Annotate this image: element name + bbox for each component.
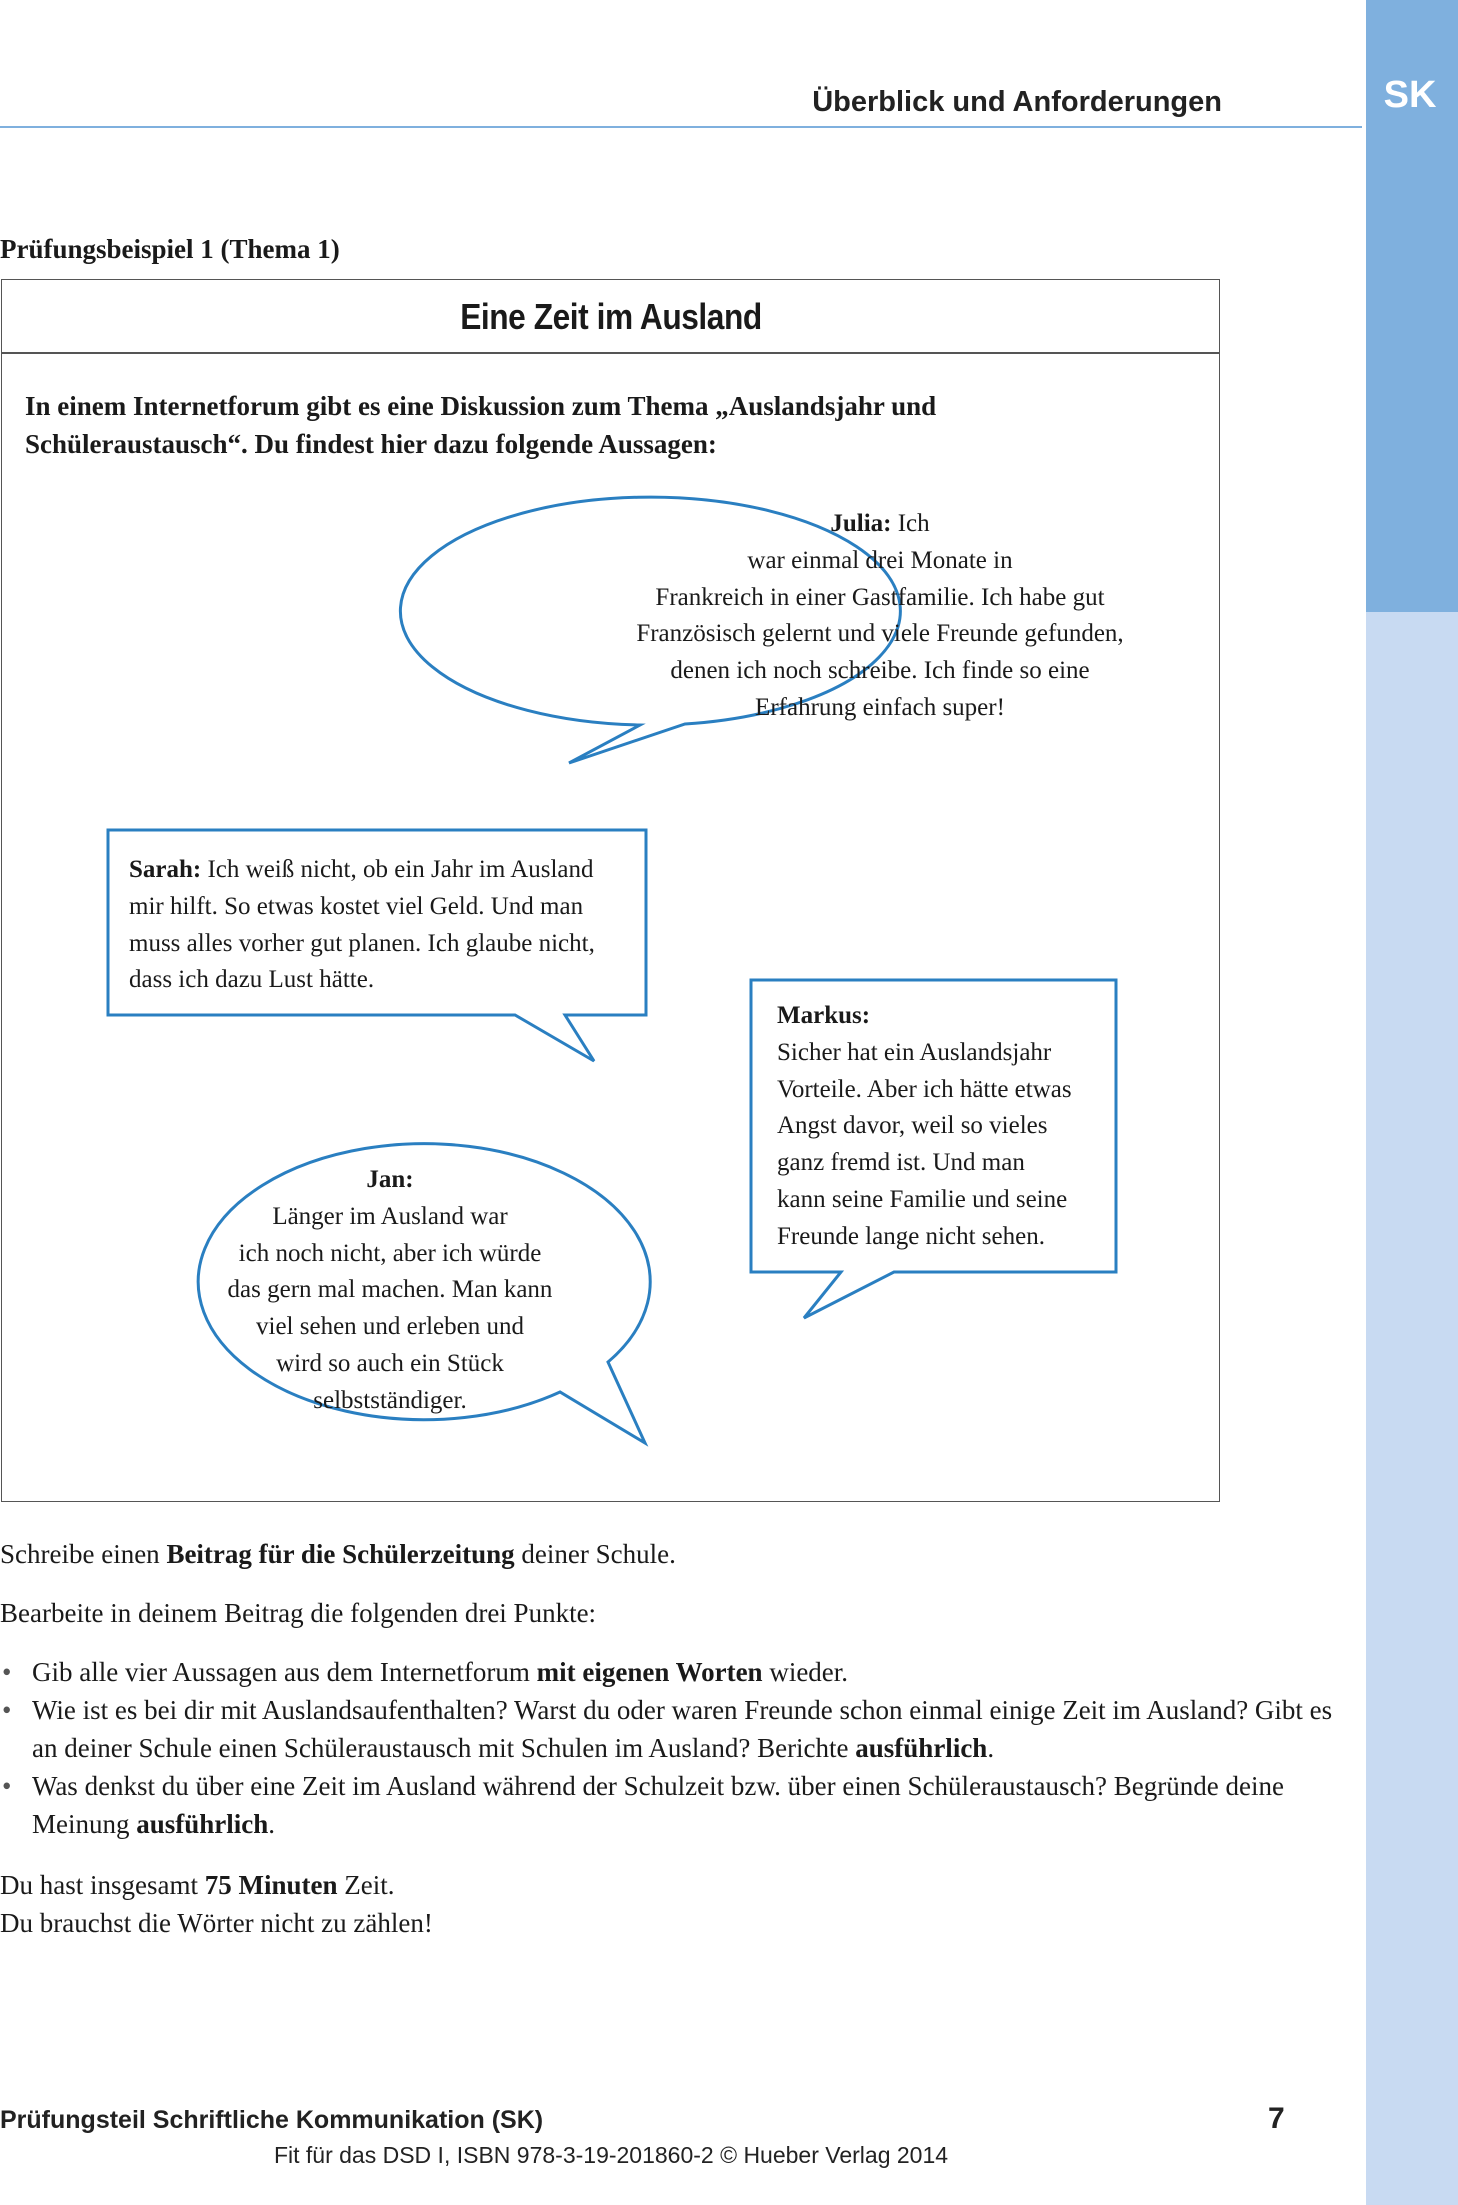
instruction-points-intro: Bearbeite in deinem Beitrag die folgenden drei Punkte:	[0, 1598, 597, 1628]
bubble-line: Angst davor, weil so vieles	[777, 1112, 1048, 1140]
speaker-name-julia: Julia:	[830, 510, 892, 537]
bubble-line: mir hilft. So etwas kostet viel Geld. Und man	[129, 892, 584, 920]
footer-isbn: Fit für das DSD I, ISBN 978-3-19-201860-2 © Hueber Verlag 2014	[273, 2142, 949, 2168]
task-intro-line: Schüleraustausch“. Du findest hier dazu folgende Aussagen:	[25, 429, 717, 459]
footer-section-title: Prüfungsteil Schriftliche Kommunikation (SK)	[0, 2106, 544, 2134]
instruction-text: deiner Schule.	[514, 1539, 676, 1569]
bubble-line: Ich weiß nicht, ob ein Jahr im Ausland	[207, 856, 594, 883]
bubble-line: Ich	[897, 510, 930, 537]
bubble-line: Erfahrung einfach super!	[755, 693, 1005, 721]
speaker-name-markus: Markus:	[777, 1002, 871, 1029]
bubble-line: Sicher hat ein Auslandsjahr	[777, 1038, 1052, 1066]
instruction-writing-task	[0, 1535, 1340, 1573]
bubble-line: kann seine Familie und seine	[777, 1185, 1068, 1213]
point-text: wieder.	[762, 1657, 849, 1687]
bubble-line: Französisch gelernt und viele Freunde gefunden,	[636, 620, 1124, 648]
closing-text: Zeit.	[337, 1870, 395, 1900]
point-text: Was denkst du über eine Zeit im Ausland während der Schulzeit bzw. über einen Schüleraustausch? Begründe deine Meinung	[32, 1771, 1284, 1839]
bubble-line: Vorteile. Aber ich hätte etwas	[777, 1075, 1072, 1103]
bubble-line: viel sehen und erleben und	[256, 1313, 524, 1341]
bubble-line: ganz fremd ist. Und man	[777, 1149, 1025, 1177]
list-item	[0, 1767, 1340, 1843]
bubble-line: denen ich noch schreibe. Ich finde so eine	[670, 657, 1090, 685]
section-tab-label: SK	[1383, 74, 1437, 116]
bubble-line: dass ich dazu Lust hätte.	[129, 966, 375, 994]
sarah-statement	[129, 852, 649, 999]
closing-text: Du hast insgesamt	[0, 1870, 205, 1900]
instruction-text: Schreibe einen	[0, 1539, 167, 1569]
jan-statement	[190, 1162, 590, 1420]
bubble-line: war einmal drei Monate in	[747, 546, 1013, 574]
time-limit-note	[0, 1866, 1340, 1904]
speaker-name-jan: Jan:	[366, 1166, 414, 1193]
bubble-line: wird so auch ein Stück	[276, 1349, 504, 1377]
bubble-line: das gern mal machen. Man kann	[227, 1276, 553, 1304]
point-text: Gib alle vier Aussagen aus dem Internetforum	[32, 1657, 537, 1687]
example-label: Prüfungsbeispiel 1 (Thema 1)	[0, 234, 340, 264]
point-text: .	[268, 1809, 276, 1839]
bubble-line: selbstständiger.	[313, 1386, 467, 1414]
point-text: .	[987, 1733, 995, 1763]
list-item	[0, 1691, 1340, 1767]
list-item	[0, 1653, 1340, 1691]
task-points-list	[0, 1653, 1340, 1843]
bubble-line: ich noch nicht, aber ich würde	[238, 1239, 542, 1267]
word-count-note: Du brauchst die Wörter nicht zu zählen!	[0, 1908, 433, 1938]
task-title: Eine Zeit im Ausland	[460, 296, 762, 337]
speaker-name-sarah: Sarah:	[129, 856, 202, 883]
bubble-line: muss alles vorher gut planen. Ich glaube nicht,	[129, 929, 595, 957]
point-emphasis: mit eigenen Worten	[536, 1657, 763, 1687]
bubble-line: Länger im Ausland war	[272, 1202, 508, 1230]
markus-statement	[777, 998, 1107, 1256]
bubble-line: Frankreich in einer Gastfamilie. Ich habe gut	[655, 583, 1105, 611]
page-header-title: Überblick und Anforderungen	[812, 86, 1222, 118]
bubble-line: Freunde lange nicht sehen.	[777, 1222, 1045, 1250]
time-limit-value: 75 Minuten	[204, 1870, 338, 1900]
page-number: 7	[1268, 2102, 1285, 2135]
instruction-emphasis: Beitrag für die Schülerzeitung	[166, 1539, 515, 1569]
point-emphasis: ausführlich	[136, 1809, 269, 1839]
point-emphasis: ausführlich	[855, 1733, 988, 1763]
point-text: Wie ist es bei dir mit Auslandsaufenthalten? Warst du oder waren Freunde schon einmal einige Zeit im Ausland? Gibt es an deiner Schule einen Schüleraustausch mit Schulen im Ausland? Berichte	[32, 1695, 1333, 1763]
julia-statement	[590, 506, 1170, 727]
task-intro-line: In einem Internetforum gibt es eine Diskussion zum Thema „Auslandsjahr und	[25, 391, 937, 421]
